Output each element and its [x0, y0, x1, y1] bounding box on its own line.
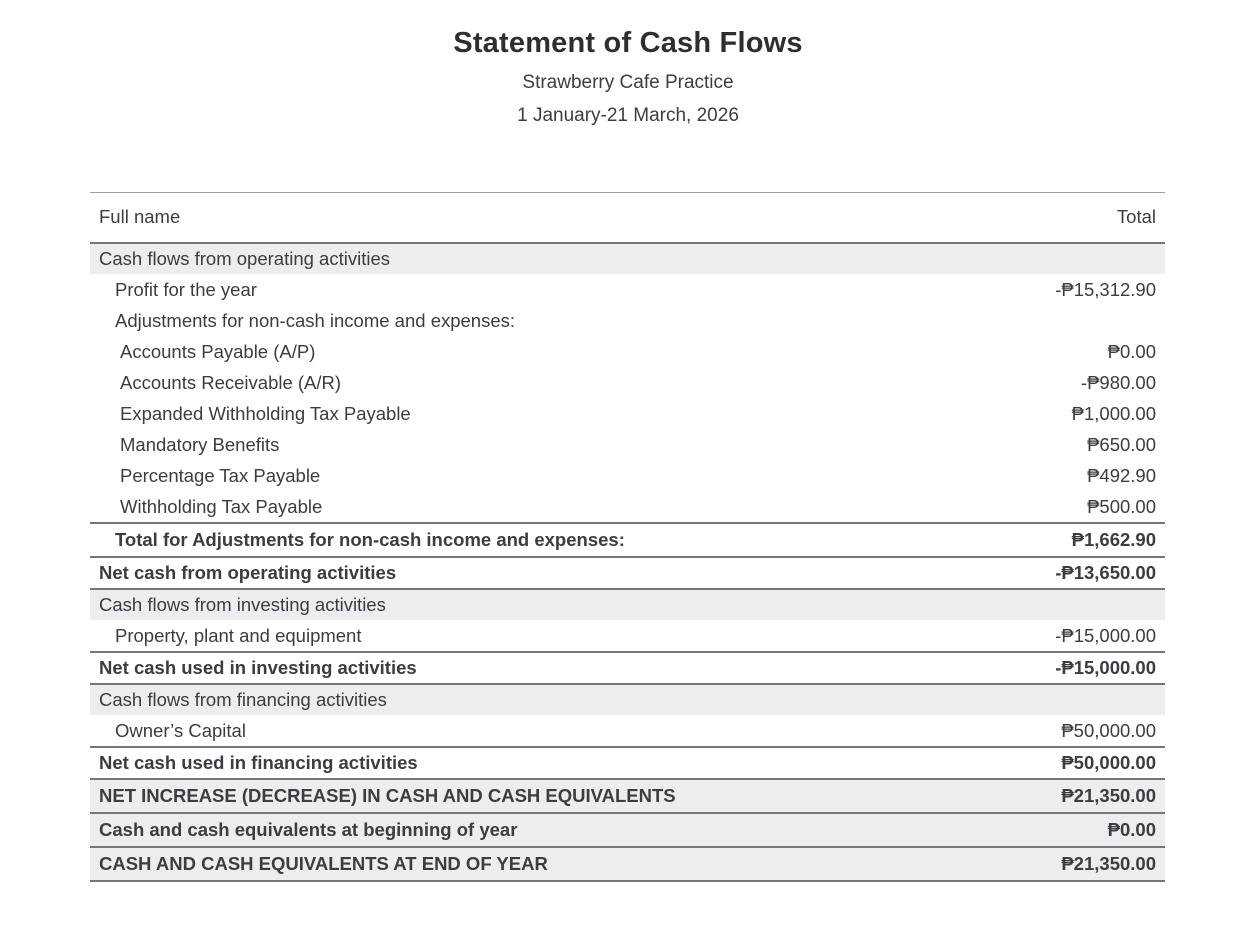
row-value: ₱21,350.00 — [1061, 785, 1156, 806]
row-label: Property, plant and equipment — [115, 624, 362, 646]
table-row — [90, 242, 1165, 274]
row-label: Cash flows from financing activities — [99, 689, 387, 710]
row-label: Net cash used in financing activities — [99, 752, 418, 773]
table-row — [90, 715, 1165, 746]
row-label: Profit for the year — [115, 278, 257, 300]
row-label: Mandatory Benefits — [120, 433, 280, 455]
table-row — [90, 367, 1165, 398]
row-value: ₱650.00 — [1087, 433, 1156, 455]
row-value: ₱1,000.00 — [1071, 402, 1156, 424]
table-row — [90, 683, 1165, 715]
row-label: Total for Adjustments for non-cash income and expenses: — [115, 529, 625, 550]
table-row — [90, 491, 1165, 522]
report-period: 1 January-21 March, 2026 — [517, 105, 739, 126]
row-value: -₱15,000.00 — [1055, 657, 1156, 678]
table-row — [90, 274, 1165, 305]
row-label: Cash flows from investing activities — [99, 594, 386, 615]
table-row — [90, 778, 1165, 812]
row-label: Withholding Tax Payable — [120, 495, 323, 517]
column-header-total: Total — [1116, 205, 1156, 227]
table-body — [90, 242, 1165, 880]
row-label: CASH AND CASH EQUIVALENTS AT END OF YEAR — [99, 853, 548, 874]
row-value: -₱980.00 — [1080, 371, 1156, 393]
table-row — [90, 429, 1165, 460]
row-label: Expanded Withholding Tax Payable — [120, 402, 411, 424]
table-row — [90, 746, 1165, 778]
cash-flow-table — [90, 192, 1165, 882]
row-label: NET INCREASE (DECREASE) IN CASH AND CASH EQUIVALENTS — [99, 785, 676, 806]
row-value: ₱500.00 — [1087, 495, 1156, 517]
row-label: Adjustments for non-cash income and expenses: — [115, 309, 516, 331]
row-label: Cash and cash equivalents at beginning of year — [99, 819, 518, 840]
row-value: ₱0.00 — [1107, 819, 1156, 840]
row-label: Net cash used in investing activities — [99, 657, 417, 678]
table-row — [90, 846, 1165, 880]
company-name: Strawberry Cafe Practice — [522, 72, 734, 93]
table-row — [90, 398, 1165, 429]
row-label: Cash flows from operating activities — [99, 248, 390, 269]
table-row — [90, 812, 1165, 846]
table-row — [90, 651, 1165, 683]
row-value: ₱492.90 — [1087, 464, 1156, 486]
report-header — [0, 0, 1256, 127]
table-row — [90, 588, 1165, 620]
row-value: ₱50,000.00 — [1061, 752, 1156, 773]
table-header-row — [90, 193, 1165, 242]
row-label: Accounts Receivable (A/R) — [120, 371, 342, 393]
row-value: -₱15,000.00 — [1055, 624, 1156, 646]
column-header-name: Full name — [99, 205, 181, 227]
table-row — [90, 460, 1165, 491]
row-label: Net cash from operating activities — [99, 562, 397, 583]
table-row — [90, 305, 1165, 336]
row-value: ₱50,000.00 — [1061, 719, 1156, 741]
row-value: ₱21,350.00 — [1061, 853, 1156, 874]
row-label: Owner’s Capital — [115, 719, 246, 741]
row-label: Accounts Payable (A/P) — [120, 340, 316, 362]
row-value: ₱1,662.90 — [1071, 529, 1156, 550]
table-row — [90, 522, 1165, 556]
table-row — [90, 620, 1165, 651]
row-value: -₱15,312.90 — [1055, 278, 1156, 300]
row-label: Percentage Tax Payable — [120, 464, 321, 486]
report-title: Statement of Cash Flows — [453, 27, 803, 59]
row-value: -₱13,650.00 — [1055, 562, 1156, 583]
row-value: ₱0.00 — [1107, 340, 1156, 362]
table-row — [90, 336, 1165, 367]
table-row — [90, 556, 1165, 588]
